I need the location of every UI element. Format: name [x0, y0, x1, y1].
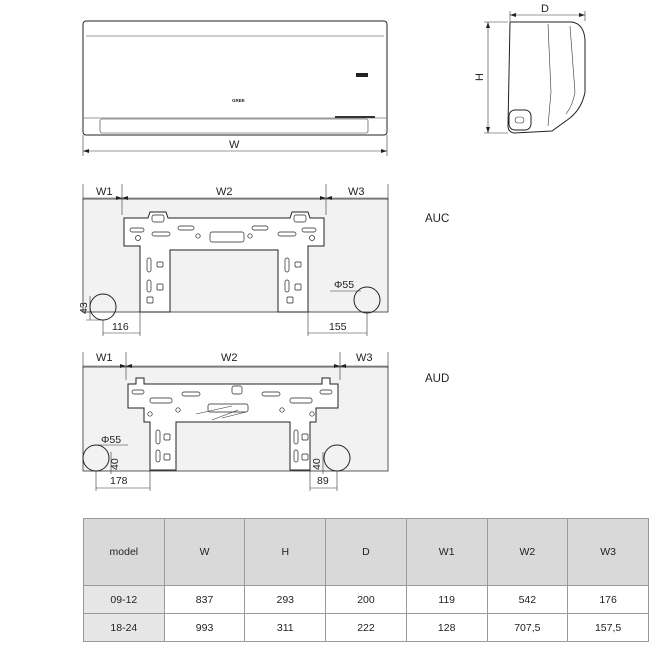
- aud-w3-label: W3: [356, 352, 373, 364]
- table-cell: 18-24: [84, 614, 165, 642]
- side-profile: [508, 22, 585, 133]
- aud-left-offset: 178: [110, 475, 128, 487]
- table-cell: 176: [568, 586, 649, 614]
- table-cell: 200: [326, 586, 407, 614]
- header-w2: W2: [487, 519, 568, 586]
- display-window: [356, 73, 368, 77]
- table-cell: 837: [164, 586, 245, 614]
- aud-right-hole-height: 40: [311, 458, 323, 470]
- auc-w3-label: W3: [348, 186, 365, 198]
- table-cell: 993: [164, 614, 245, 642]
- header-h: H: [245, 519, 326, 586]
- auc-w2-label: W2: [216, 186, 233, 198]
- brand-mark: GREE: [232, 98, 245, 103]
- table-cell: 542: [487, 586, 568, 614]
- header-d: D: [326, 519, 407, 586]
- height-label: H: [474, 73, 486, 81]
- table-row: [84, 586, 649, 614]
- side-view: [474, 3, 585, 133]
- aud-title: AUD: [425, 373, 450, 385]
- side-panel: [509, 110, 531, 130]
- dimensions-table: [83, 518, 649, 642]
- table-cell: 157,5: [568, 614, 649, 642]
- table-cell: 128: [406, 614, 487, 642]
- table-cell: 119: [406, 586, 487, 614]
- depth-label: D: [541, 3, 549, 15]
- aud-diameter-label: Φ55: [101, 434, 122, 446]
- aud-w2-label: W2: [221, 352, 238, 364]
- air-outlet-flap: [100, 119, 368, 133]
- header-model: model: [84, 519, 165, 586]
- auc-left-hole-height: 43: [78, 302, 90, 314]
- aud-w1-label: W1: [96, 352, 113, 364]
- auc-title: AUC: [425, 213, 450, 225]
- auc-wall-outline: [83, 199, 388, 312]
- aud-diagram: [83, 352, 449, 491]
- header-w: W: [164, 519, 245, 586]
- auc-diagram: [78, 184, 449, 336]
- auc-left-offset: 116: [112, 321, 129, 333]
- table-header-row: [84, 519, 649, 586]
- table-cell: 293: [245, 586, 326, 614]
- table-cell: 311: [245, 614, 326, 642]
- auc-diameter-label: Φ55: [334, 279, 355, 291]
- table-cell: 09-12: [84, 586, 165, 614]
- header-w1: W1: [406, 519, 487, 586]
- table-cell: 222: [326, 614, 407, 642]
- auc-right-offset: 155: [329, 321, 347, 333]
- aud-left-hole-height: 40: [109, 458, 121, 470]
- header-w3: W3: [568, 519, 649, 586]
- front-view: [83, 21, 387, 156]
- auc-w1-label: W1: [96, 186, 113, 198]
- model-badge: [335, 116, 375, 118]
- table-cell: 707,5: [487, 614, 568, 642]
- aud-right-offset: 89: [317, 475, 329, 487]
- table-row: [84, 614, 649, 642]
- width-label: W: [229, 139, 240, 151]
